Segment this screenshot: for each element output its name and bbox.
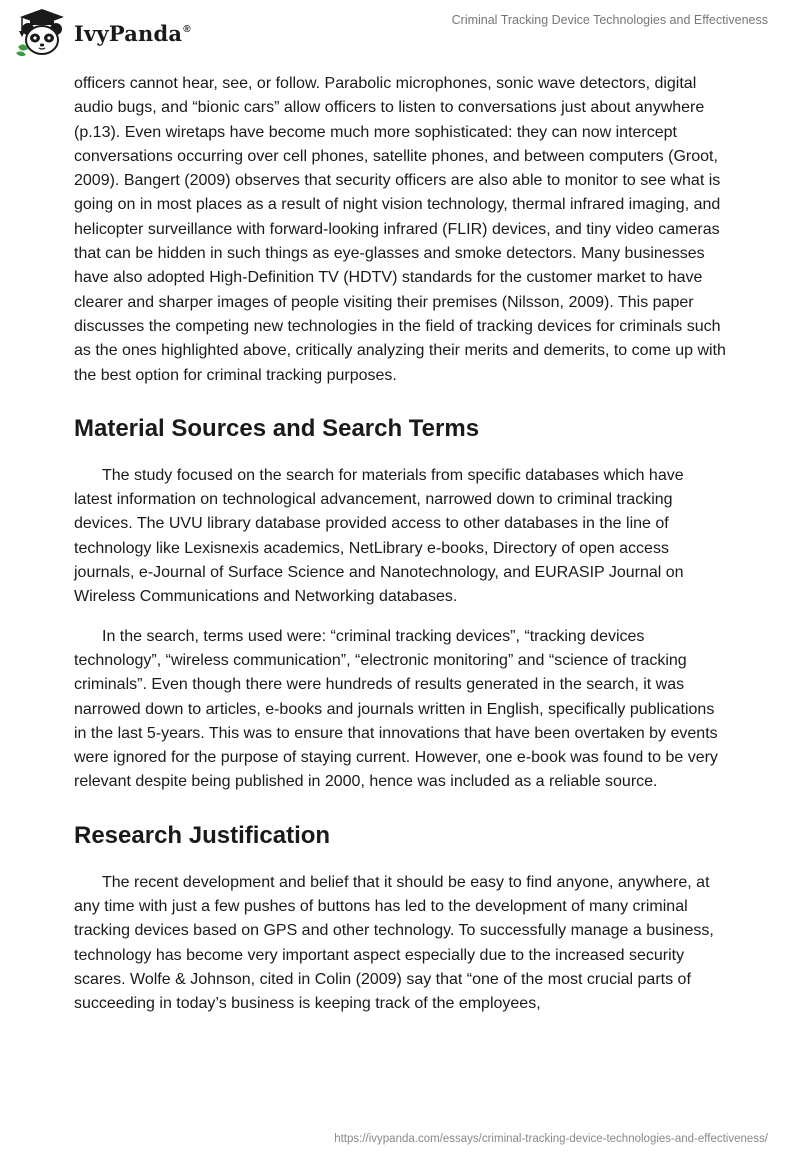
- panda-logo-icon: [14, 7, 70, 59]
- paragraph: The recent development and belief that it should be easy to find anyone, anywhere, at any time with just a few pushes of buttons has led to the development of many criminal tracking devices based on GPS and other technology. To successfully manage a business, technology has become very important aspect especially due to the increased security scares. Wolfe & Johnson, cited in Colin (2009) say that “one of the most crucial parts of succeeding in today’s business is keeping track of the employees,: [74, 873, 714, 1013]
- paragraph: In the search, terms used were: “criminal tracking devices”, “tracking devices technology”, “wireless communication”, “electronic monitoring” and “science of tracking criminals”. Even though there were hundreds of results generated in the search, it was narrowed down to articles, e-books and journals written in English, specifically publications in the last 5-years. This was to ensure that innovations that have been overtaken by events were ignored for the purpose of staying current. However, one e-book was found to be very relevant despite being published in 2000, hence was included as a reliable source.: [74, 627, 718, 791]
- brand-logo[interactable]: [14, 7, 191, 59]
- intro-paragraph: officers cannot hear, see, or follow. Parabolic microphones, sonic wave detectors, digital audio bugs, and “bionic cars” allow officers to listen to conversations just about anywhere (p.13). Even wiretaps have become much more sophisticated: they can now intercept conversations occurring over cell phones, satellite phones, and between computers (Groot, 2009). Bangert (2009) observes that security officers are also able to monitor to see what is going on in most places as a result of night vision technology, thermal infrared imaging, and helicopter surveillance with forward-looking infrared (FLIR) devices, and tiny video cameras that can be hidden in such things as eye-glasses and smoke detectors. Many businesses have also adopted High-Definition TV (HDTV) standards for the customer market to have clearer and sharper images of people visiting their premises (Nilsson, 2009). This paper discusses the competing new technologies in the field of tracking devices for criminals such as the ones highlighted above, critically analyzing their merits and demerits, to come up with the best option for criminal tracking purposes.: [74, 75, 726, 384]
- section-heading-research-justification: Research Justification: [74, 821, 331, 849]
- source-url[interactable]: https://ivypanda.com/essays/criminal-tracking-device-technologies-and-effectiveness/: [334, 1133, 768, 1145]
- document-title: Criminal Tracking Device Technologies and Effectiveness: [451, 13, 768, 27]
- brand-name: IvyPanda®: [74, 20, 191, 46]
- section-heading-material-sources: Material Sources and Search Terms: [74, 414, 480, 442]
- essay-content: [74, 72, 726, 1017]
- page-header: [0, 0, 800, 70]
- paragraph: The study focused on the search for materials from specific databases which have latest information on technological advancement, narrowed down to criminal tracking devices. The UVU library database provided access to other databases in the line of technology like Lexisnexis academics, NetLibrary e-books, Directory of open access journals, e-Journal of Surface Science and Nanotechnology, and EURASIP Journal on Wireless Communications and Networking databases.: [74, 466, 684, 606]
